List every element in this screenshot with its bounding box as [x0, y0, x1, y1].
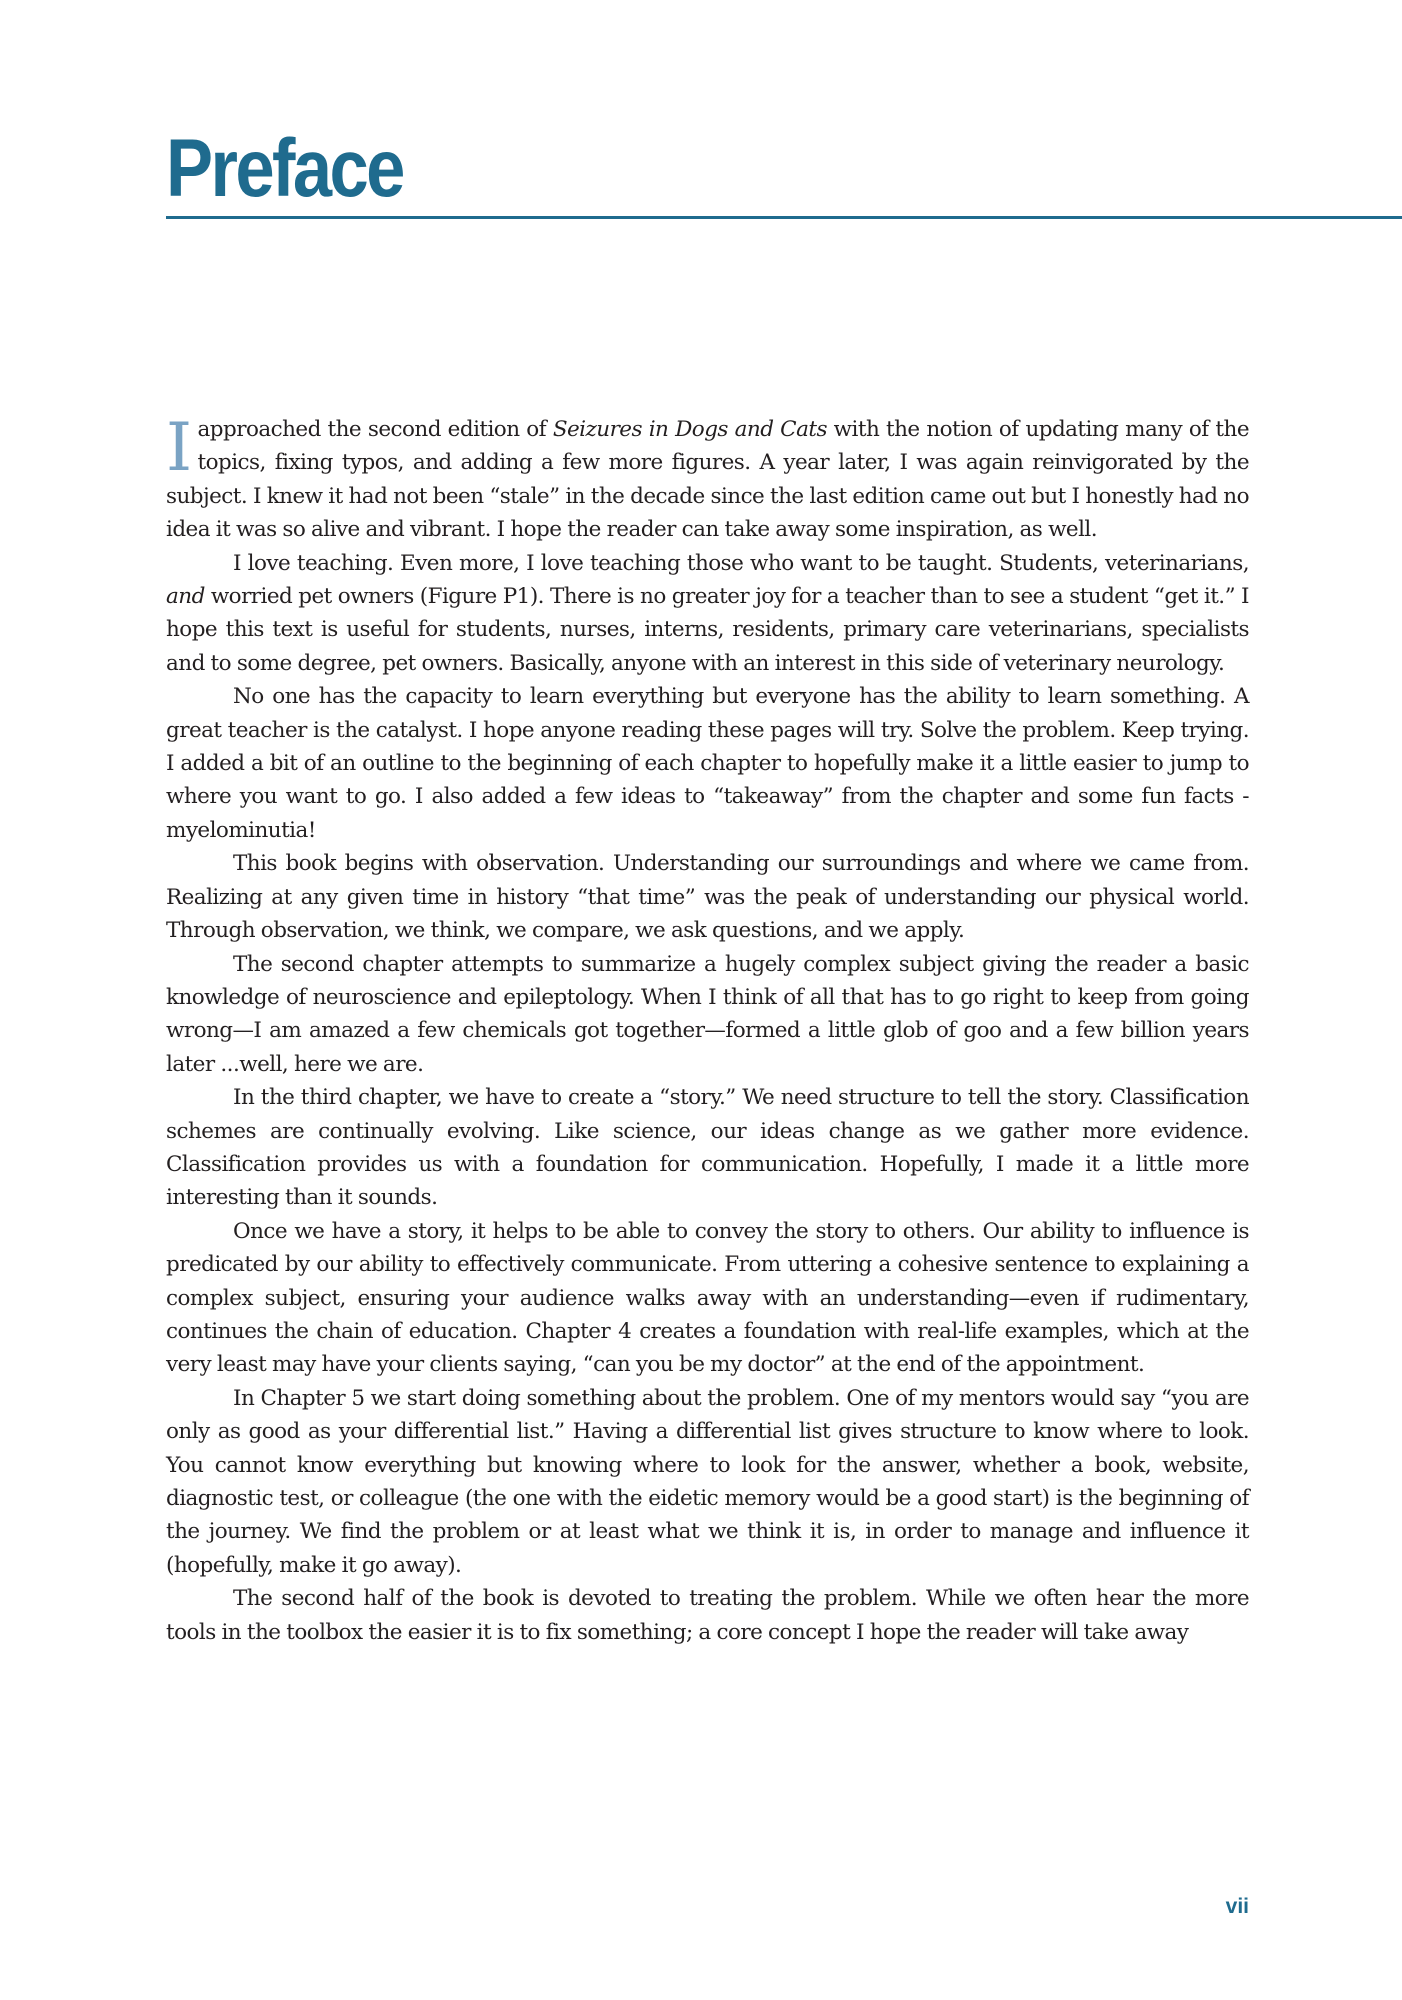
paragraph-7: Once we have a story, it helps to be able to convey the story to others. Our ability to influence is predicated by our ability to effectively communicate. From uttering a cohesive sentence to explaining a complex subject, ensuring your audience walks away with an understanding—even if rudimentary, continues the chain of education. Chapter 4 creates a foundation with real-life examples, which at the very least may have your clients saying, “can you be my doctor” at the end of the appointment. [166, 1218, 1249, 1378]
paragraph-6: In the third chapter, we have to create a “story.” We need structure to tell the story. Classification schemes are continually evolving. Like science, our ideas change as we gather more evidence. Classification provides us with a foundation for communication. Hopefully, I made it a little more interesting than it sounds. [166, 1085, 1249, 1211]
paragraph-8: In Chapter 5 we start doing something about the problem. One of my mentors would say “you are only as good as your differential list.” Having a differential list gives structure to know where to look. You cannot know everything but knowing where to look for the answer, whether a book, website, diagnostic test, or colleague (the one with the eidetic memory would be a good start) is the beginning of the journey. We find the problem or at least what we think it is, in order to manage and influence it (hopefully, make it go away). [166, 1385, 1249, 1578]
paragraph-1 [166, 409, 1249, 547]
emphasis-and: and [166, 584, 205, 610]
paragraph-1-text-a: approached the second edition of [197, 417, 553, 442]
drop-cap: I [166, 409, 192, 486]
page-number: vii [1225, 1895, 1249, 1918]
paragraph-1-text-b: with the notion of updating many of the topics, fixing typos, and adding a few more figures. A year later, I was again reinvigorated by the subject. I knew it had not been “stale” in the decade since the last edition came out but I honestly had no idea it was so alive and vibrant. I hope the reader can take away some inspiration, as well. [166, 417, 1249, 543]
paragraph-9: The second half of the book is devoted to treating the problem. While we often hear the more tools in the toolbox the easier it is to fix something; a core concept I hope the reader will take away [166, 1586, 1249, 1645]
paragraph-2-text-b: worried pet owners (Figure P1). There is no greater joy for a teacher than to see a student “get it.” I hope this text is useful for students, nurses, interns, residents, primary care veterinarians, specialists and to some degree, pet owners. Basically, anyone with an interest in this side of veterinary neurology. [166, 584, 1249, 676]
paragraph-2-text-a: I love teaching. Even more, I love teaching those who want to be taught. Students, veterinarians, [233, 550, 1249, 576]
paragraph-2 [166, 547, 1249, 681]
title-rule [166, 216, 1402, 219]
book-title: Seizures in Dogs and Cats [552, 417, 827, 442]
paragraph-5: The second chapter attempts to summarize a hugely complex subject giving the reader a basic knowledge of neuroscience and epileptology. When I think of all that has to go right to keep from going wrong—I am amazed a few chemicals got together—formed a little glob of goo and a few billion years later ...well, here we are. [166, 951, 1249, 1077]
paragraph-4: This book begins with observation. Understanding our surroundings and where we came from. Realizing at any given time in history “that time” was the peak of understanding our physical world. Through observation, we think, we compare, we ask questions, and we apply. [166, 851, 1249, 944]
preface-body [166, 409, 1249, 1649]
paragraph-3: No one has the capacity to learn everything but everyone has the ability to learn something. A great teacher is the catalyst. I hope anyone reading these pages will try. Solve the problem. Keep trying. I added a bit of an outline to the beginning of each chapter to hopefully make it a little easier to jump to where you want to go. I also added a few ideas to “takeaway” from the chapter and some fun facts - myelominutia! [166, 684, 1249, 843]
page-title: Preface [166, 123, 403, 214]
